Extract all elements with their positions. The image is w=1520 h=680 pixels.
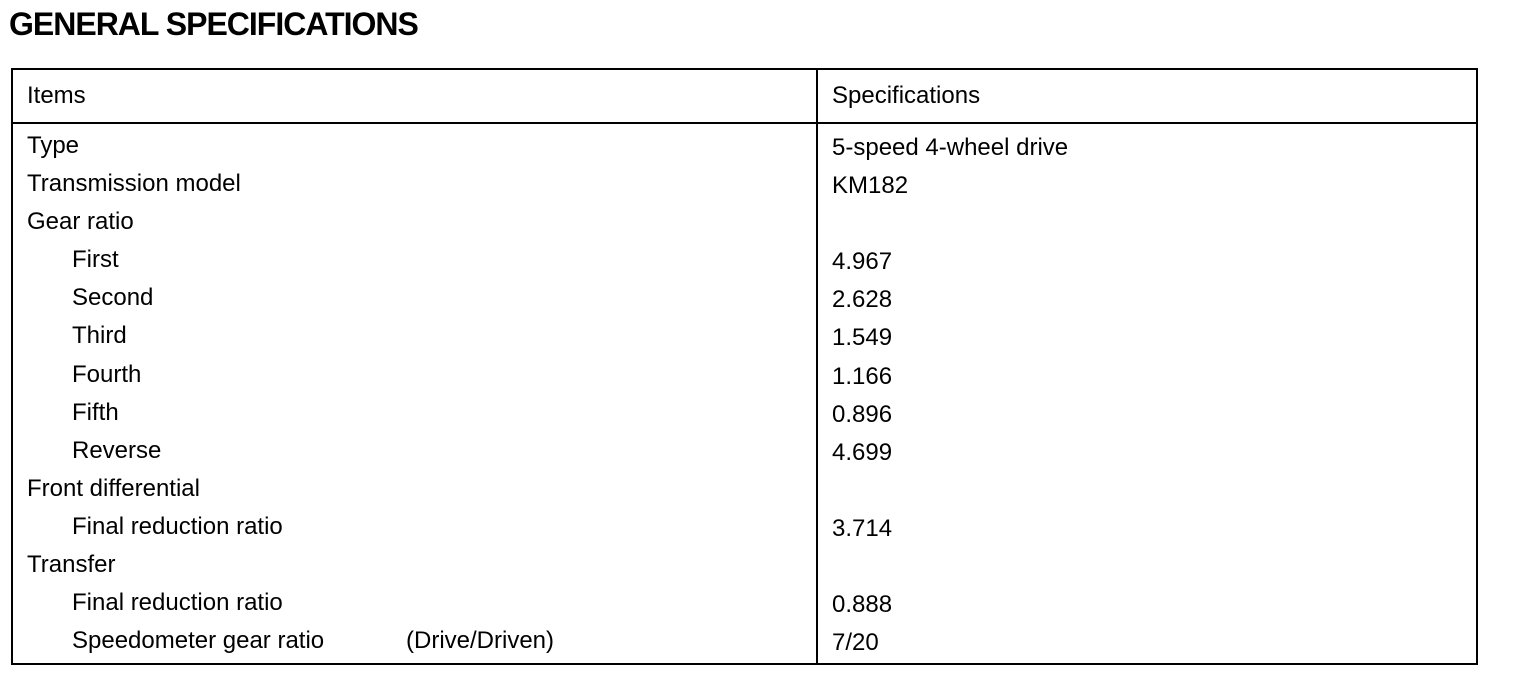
table-row — [13, 472, 1476, 510]
row-value: KM182 — [832, 172, 909, 200]
table-header-row — [13, 70, 1476, 124]
table-row — [13, 319, 1476, 357]
items-column-header: Items — [27, 82, 86, 109]
specifications-column-header: Specifications — [832, 82, 981, 109]
row-value: 1.549 — [832, 324, 893, 352]
row-value: 7/20 — [832, 629, 879, 657]
table-row — [13, 624, 1476, 662]
table-row — [13, 167, 1476, 205]
row-label: Transmission model — [27, 170, 241, 198]
row-label: Second — [72, 284, 154, 312]
row-value: 5-speed 4-wheel drive — [832, 134, 1069, 161]
row-value: 0.888 — [832, 591, 893, 619]
row-label: First — [72, 246, 119, 274]
row-value: 4.699 — [832, 438, 893, 466]
row-label: Fifth — [72, 398, 119, 426]
table-row — [13, 129, 1476, 167]
row-label: Final reduction ratio — [72, 589, 283, 617]
row-label: Transfer — [27, 551, 116, 579]
row-value: 0.896 — [832, 400, 893, 428]
table-row — [13, 434, 1476, 472]
row-label: Type — [27, 132, 80, 159]
table-row — [13, 358, 1476, 396]
row-label: Final reduction ratio — [72, 512, 283, 540]
row-value: 3.714 — [832, 514, 893, 542]
table-row — [13, 510, 1476, 548]
table-body — [13, 129, 1476, 662]
row-label: Reverse — [72, 436, 162, 464]
row-label: Third — [72, 322, 127, 350]
page-title: GENERAL SPECIFICATIONS — [9, 6, 418, 42]
table-row — [13, 548, 1476, 586]
table-row — [13, 586, 1476, 624]
row-label: Front differential — [27, 474, 200, 502]
table-row — [13, 281, 1476, 319]
row-label: Fourth — [72, 360, 142, 388]
table-row — [13, 205, 1476, 243]
table-row — [13, 396, 1476, 434]
row-value: 4.967 — [832, 248, 893, 276]
row-value: 1.166 — [832, 362, 893, 390]
row-label: Gear ratio — [27, 208, 134, 236]
row-note: (Drive/Driven) — [406, 627, 555, 655]
table-row — [13, 243, 1476, 281]
row-value: 2.628 — [832, 286, 893, 314]
row-label: Speedometer gear ratio — [72, 627, 325, 655]
specifications-table — [11, 68, 1478, 665]
